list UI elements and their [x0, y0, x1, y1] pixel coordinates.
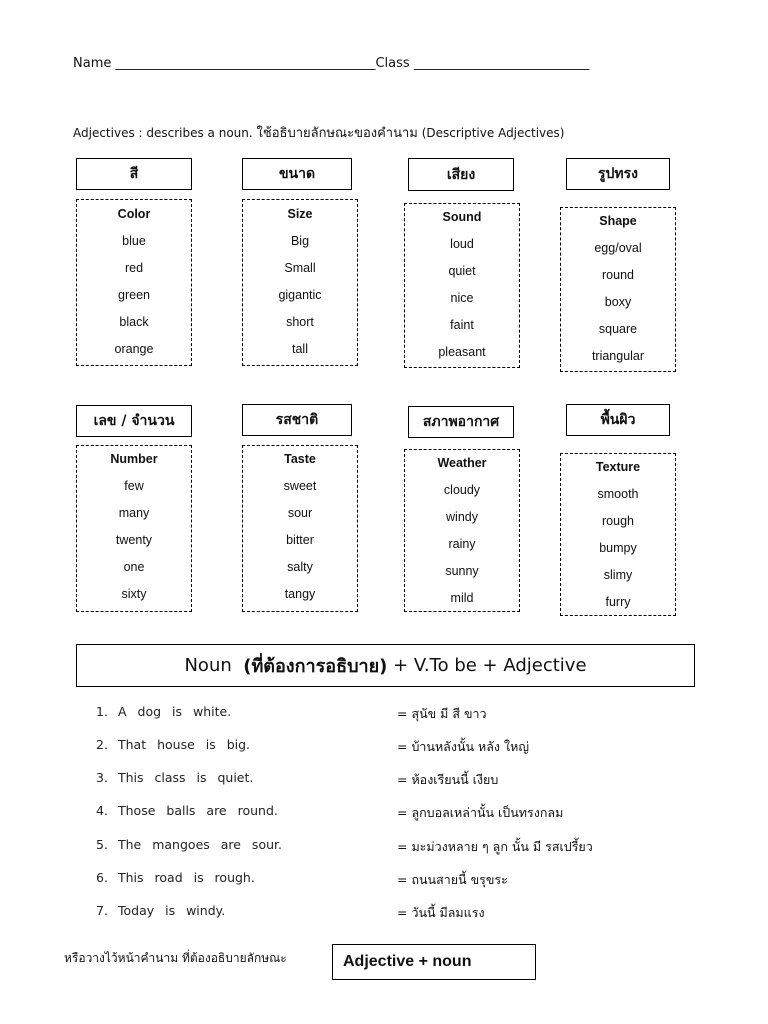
example-number: 3. [96, 770, 108, 785]
shape-title: Shape [599, 214, 637, 228]
weather-word: cloudy [443, 483, 481, 497]
example-translation: = ห้องเรียนนี้ เงียบ [397, 772, 499, 787]
example-translation: = สุนัข มี สี ขาว [397, 706, 487, 721]
color-word: green [118, 288, 150, 302]
weather-word: mild [450, 591, 474, 605]
example-translation: = ลูกบอลเหล่านั้น เป็นทรงกลม [397, 805, 564, 820]
example-english: Today is windy. [118, 903, 226, 918]
formula-thai: (ที่ต้องการอธิบาย) [243, 656, 388, 677]
size-word: short [286, 315, 314, 329]
example-sentence [96, 870, 255, 885]
number-word: few [124, 479, 144, 493]
number-word: sixty [121, 587, 147, 601]
taste-word: tangy [284, 587, 316, 601]
header-size-thai: ขนาด [242, 158, 352, 190]
example-translation: = มะม่วงหลาย ๆ ลูก นั้น มี รสเปรี้ยว [397, 839, 593, 854]
sound-word: quiet [448, 264, 476, 278]
header-sound-thai: เสียง [408, 158, 514, 191]
shape-word: round [602, 268, 634, 282]
example-number: 1. [96, 704, 108, 719]
header-shape-thai: รูปทรง [566, 158, 670, 190]
example-english: This road is rough. [118, 870, 255, 885]
sound-title: Sound [442, 210, 482, 224]
intro-thai: ใช้อธิบายลักษณะของคำนาม [256, 126, 418, 141]
texture-word: smooth [597, 487, 639, 501]
size-word: Small [284, 261, 316, 275]
weather-word: rainy [448, 537, 476, 551]
shape-box [560, 207, 676, 372]
example-english: A dog is white. [118, 704, 232, 719]
footer-note: หรือวางไว้หน้าคำนาม ที่ต้องอธิบายลักษณะ [64, 951, 287, 965]
weather-title: Weather [437, 456, 487, 470]
example-number: 4. [96, 803, 108, 818]
example-number: 5. [96, 837, 108, 852]
example-sentence [96, 770, 253, 785]
adjective-noun-box: Adjective + noun [332, 944, 536, 980]
example-number: 6. [96, 870, 108, 885]
header-color-thai: สี [76, 158, 192, 190]
color-word: blue [122, 234, 146, 248]
size-box [242, 199, 358, 366]
texture-box [560, 453, 676, 616]
intro-english: Adjectives : describes a noun. [73, 126, 253, 140]
example-english: That house is big. [118, 737, 251, 752]
sound-box [404, 203, 520, 368]
example-english: This class is quiet. [118, 770, 254, 785]
sound-word: loud [450, 237, 474, 251]
sentence-formula [76, 644, 695, 687]
example-translation: = ถนนสายนี้ ขรุขระ [397, 872, 508, 887]
weather-box [404, 449, 520, 612]
header-number-thai: เลข / จำนวน [76, 405, 192, 437]
color-box [76, 199, 192, 366]
sound-word: nice [450, 291, 474, 305]
color-word: orange [114, 342, 154, 356]
size-word: Big [290, 234, 310, 248]
example-sentence [96, 737, 250, 752]
sound-word: pleasant [438, 345, 486, 359]
header-weather-thai: สภาพอากาศ [408, 406, 514, 438]
taste-word: sour [287, 506, 313, 520]
texture-word: slimy [603, 568, 633, 582]
taste-word: salty [287, 560, 313, 574]
example-english: Those balls are round. [118, 803, 278, 818]
header-taste-thai: รสชาติ [242, 404, 352, 436]
example-sentence [96, 903, 225, 918]
formula-noun: Noun [184, 655, 232, 676]
size-word: tall [292, 342, 308, 356]
formula-rest: + V.To be + Adjective [393, 655, 587, 676]
texture-word: rough [602, 514, 634, 528]
example-translation: = บ้านหลังนั้น หลัง ใหญ่ [397, 739, 529, 754]
shape-word: egg/oval [594, 241, 642, 255]
intro-paren: (Descriptive Adjectives) [421, 126, 565, 140]
number-word: many [118, 506, 150, 520]
number-title: Number [110, 452, 158, 466]
number-box [76, 445, 192, 612]
example-sentence [96, 704, 231, 719]
texture-word: bumpy [599, 541, 637, 555]
number-word: twenty [115, 533, 153, 547]
weather-word: sunny [445, 564, 479, 578]
weather-word: windy [446, 510, 478, 524]
texture-title: Texture [595, 460, 641, 474]
name-class-line: Name ________________________________________Class ___________________________ [73, 56, 590, 71]
number-word: one [123, 560, 145, 574]
example-translation: = วันนี้ มีลมแรง [397, 905, 485, 920]
taste-word: bitter [286, 533, 314, 547]
example-number: 7. [96, 903, 108, 918]
texture-word: furry [605, 595, 631, 609]
size-title: Size [287, 207, 313, 221]
example-sentence [96, 837, 282, 852]
size-word: gigantic [278, 288, 322, 302]
shape-word: triangular [591, 349, 645, 363]
shape-word: square [598, 322, 638, 336]
taste-title: Taste [284, 452, 316, 466]
taste-word: sweet [283, 479, 317, 493]
taste-box [242, 445, 358, 612]
intro-definition [73, 122, 564, 143]
example-number: 2. [96, 737, 108, 752]
example-sentence [96, 803, 278, 818]
color-title: Color [117, 207, 151, 221]
example-english: The mangoes are sour. [118, 837, 282, 852]
color-word: black [119, 315, 149, 329]
shape-word: boxy [604, 295, 632, 309]
sound-word: faint [450, 318, 474, 332]
header-texture-thai: พื้นผิว [566, 404, 670, 436]
color-word: red [124, 261, 144, 275]
